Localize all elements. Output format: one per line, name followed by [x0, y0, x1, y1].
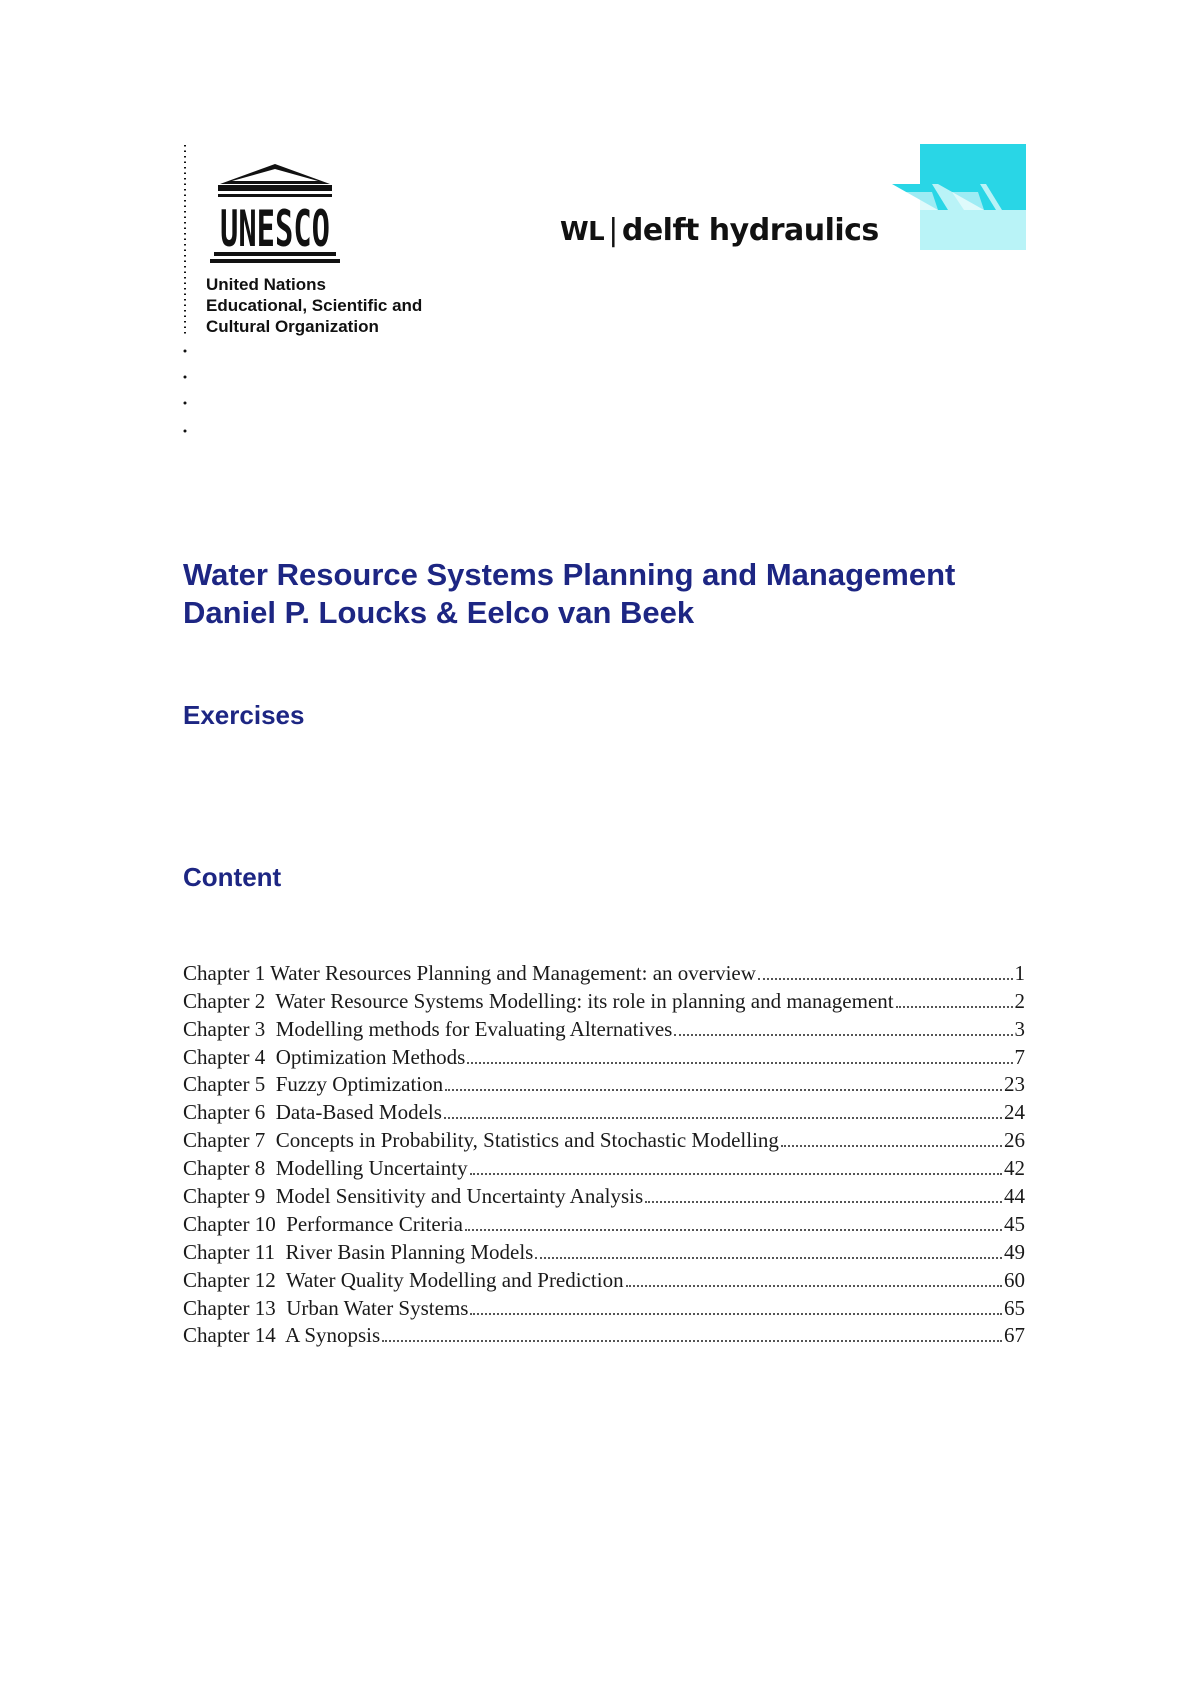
unesco-name-block — [206, 274, 422, 337]
toc-entry[interactable] — [183, 950, 1025, 985]
unesco-line-3: Cultural Organization — [206, 317, 379, 336]
toc-dot-leader — [445, 1062, 1002, 1092]
toc-entry-title: Chapter 12 Water Quality Modelling and Prediction — [183, 1267, 624, 1292]
delft-hydraulics-logo-icon — [892, 144, 1026, 250]
toc-dot-leader — [465, 1201, 1002, 1231]
content-heading: Content — [183, 862, 282, 892]
toc-dot-leader — [758, 950, 1013, 980]
unesco-line-1: United Nations — [206, 275, 326, 294]
toc-dot-leader — [896, 978, 1013, 1008]
toc-dot-leader — [535, 1229, 1002, 1259]
toc-entry-title: Chapter 7 Concepts in Probability, Statistics and Stochastic Modelling — [183, 1128, 779, 1153]
toc-entry-page: 26 — [1004, 1128, 1025, 1153]
delft-hydraulics-wordmark — [560, 213, 879, 248]
unesco-logo — [210, 158, 340, 268]
toc-dot-leader — [382, 1313, 1002, 1343]
toc-dot-leader — [645, 1173, 1002, 1203]
toc-entry-page: 23 — [1004, 1072, 1025, 1097]
toc-entry-title: Chapter 9 Model Sensitivity and Uncertainty Analysis — [183, 1184, 644, 1209]
title-line-1: Water Resource Systems Planning and Management — [183, 557, 956, 592]
toc-entry-title: Chapter 2 Water Resource Systems Modelling: its role in planning and management — [183, 988, 894, 1013]
toc-entry-page: 67 — [1004, 1323, 1025, 1348]
toc-entry-title: Chapter 6 Data-Based Models — [183, 1100, 442, 1125]
toc-entry-title: Chapter 14 A Synopsis — [183, 1323, 381, 1348]
toc-entry-page: 24 — [1004, 1100, 1025, 1125]
toc-dot-leader — [470, 1145, 1002, 1175]
toc-entry-page: 45 — [1004, 1211, 1025, 1236]
toc-entry-title: Chapter 3 Modelling methods for Evaluating Alternatives — [183, 1016, 673, 1041]
toc-entry-title: Chapter 4 Optimization Methods — [183, 1044, 466, 1069]
toc-entry-title: Chapter 10 Performance Criteria — [183, 1211, 463, 1236]
toc-entry-title: Chapter 13 Urban Water Systems — [183, 1295, 469, 1320]
wl-separator: | — [608, 213, 618, 248]
title-authors: Daniel P. Loucks & Eelco van Beek — [183, 595, 695, 630]
toc-entry-title: Chapter 8 Modelling Uncertainty — [183, 1156, 468, 1181]
toc-entry-page: 3 — [1014, 1016, 1025, 1041]
toc-entry-page: 2 — [1014, 988, 1025, 1013]
toc-entry-page: 1 — [1014, 960, 1025, 985]
toc-dot-leader — [470, 1285, 1002, 1315]
toc-entry-page: 60 — [1004, 1267, 1025, 1292]
unesco-logo-lettering: UNESCO — [220, 200, 330, 258]
toc-entry-title: Chapter 1 Water Resources Planning and Management: an overview — [183, 960, 756, 985]
toc-entry-page: 7 — [1014, 1044, 1025, 1069]
vertical-dotted-rule — [183, 145, 187, 445]
toc-entry-page: 42 — [1004, 1156, 1025, 1181]
table-of-contents — [183, 950, 1025, 1348]
toc-entry-page: 44 — [1004, 1184, 1025, 1209]
toc-dot-leader — [674, 1006, 1012, 1036]
toc-dot-leader — [467, 1034, 1012, 1064]
wl-name: delft hydraulics — [621, 213, 879, 248]
toc-dot-leader — [444, 1089, 1002, 1119]
unesco-line-2: Educational, Scientific and — [206, 296, 423, 315]
wl-prefix: WL — [560, 217, 605, 247]
toc-entry-page: 49 — [1004, 1239, 1025, 1264]
document-title — [183, 556, 955, 632]
toc-dot-leader — [626, 1257, 1002, 1287]
toc-entry-page: 65 — [1004, 1295, 1025, 1320]
toc-entry-title: Chapter 5 Fuzzy Optimization — [183, 1072, 444, 1097]
toc-entry-title: Chapter 11 River Basin Planning Models — [183, 1239, 534, 1264]
subtitle-exercises: Exercises — [183, 700, 305, 730]
toc-dot-leader — [781, 1117, 1002, 1147]
